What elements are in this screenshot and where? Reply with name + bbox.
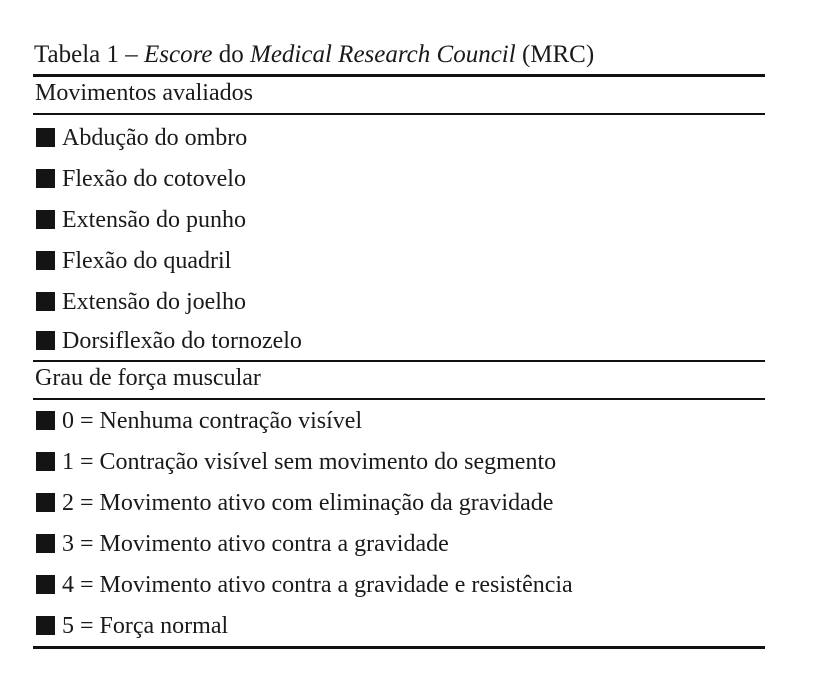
table-title-prefix: Tabela 1 – — [34, 41, 145, 68]
list-item-label: 5 = Força normal — [62, 612, 229, 639]
list-item-label: 3 = Movimento ativo contra a gravidade — [62, 531, 449, 557]
list-item-label: 4 = Movimento ativo contra a gravidade e resistência — [62, 572, 573, 598]
black-square-icon — [36, 292, 55, 311]
black-square-icon — [36, 411, 55, 430]
table-title-suffix: (MRC) — [515, 41, 595, 68]
list-item — [33, 241, 765, 282]
list-item-label: Flexão do cotovelo — [62, 166, 246, 192]
list-item — [33, 483, 765, 524]
section-heading-grades: Grau de força muscular — [35, 365, 261, 391]
table-title-italic-council: Medical Research Council — [250, 41, 516, 68]
movements-list — [33, 118, 765, 360]
section-rule-grades — [33, 398, 765, 400]
list-item — [33, 282, 765, 323]
black-square-icon — [36, 493, 55, 512]
table-title-italic-escore: Escore — [144, 41, 213, 68]
black-square-icon — [36, 128, 55, 147]
list-item — [33, 565, 765, 606]
black-square-icon — [36, 452, 55, 471]
list-item-label: Extensão do punho — [62, 207, 246, 233]
list-item-label: Extensão do joelho — [62, 289, 246, 315]
black-square-icon — [36, 616, 55, 635]
list-item-label: Dorsiflexão do tornozelo — [62, 328, 302, 354]
section-rule-movements — [33, 113, 765, 115]
list-item-label: Abdução do ombro — [62, 125, 248, 151]
grades-list — [33, 401, 765, 646]
list-item — [33, 401, 765, 442]
black-square-icon — [36, 575, 55, 594]
table-title — [33, 40, 765, 70]
list-item-label: 1 = Contração visível sem movimento do segmento — [62, 449, 557, 475]
list-item — [33, 159, 765, 200]
list-item — [33, 442, 765, 483]
black-square-icon — [36, 210, 55, 229]
list-item — [33, 524, 765, 565]
black-square-icon — [36, 534, 55, 553]
black-square-icon — [36, 169, 55, 188]
black-square-icon — [36, 251, 55, 270]
table-title-middle: do — [212, 41, 251, 68]
list-item — [33, 118, 765, 159]
black-square-icon — [36, 331, 55, 350]
section-heading-movements: Movimentos avaliados — [35, 80, 253, 106]
list-item — [33, 606, 765, 646]
mrc-table — [33, 40, 765, 649]
list-item-label: 0 = Nenhuma contração visível — [62, 408, 363, 434]
list-item — [33, 200, 765, 241]
list-item-label: Flexão do quadril — [62, 248, 232, 274]
list-item-label: 2 = Movimento ativo com eliminação da gravidade — [62, 490, 554, 516]
list-item — [33, 323, 765, 360]
